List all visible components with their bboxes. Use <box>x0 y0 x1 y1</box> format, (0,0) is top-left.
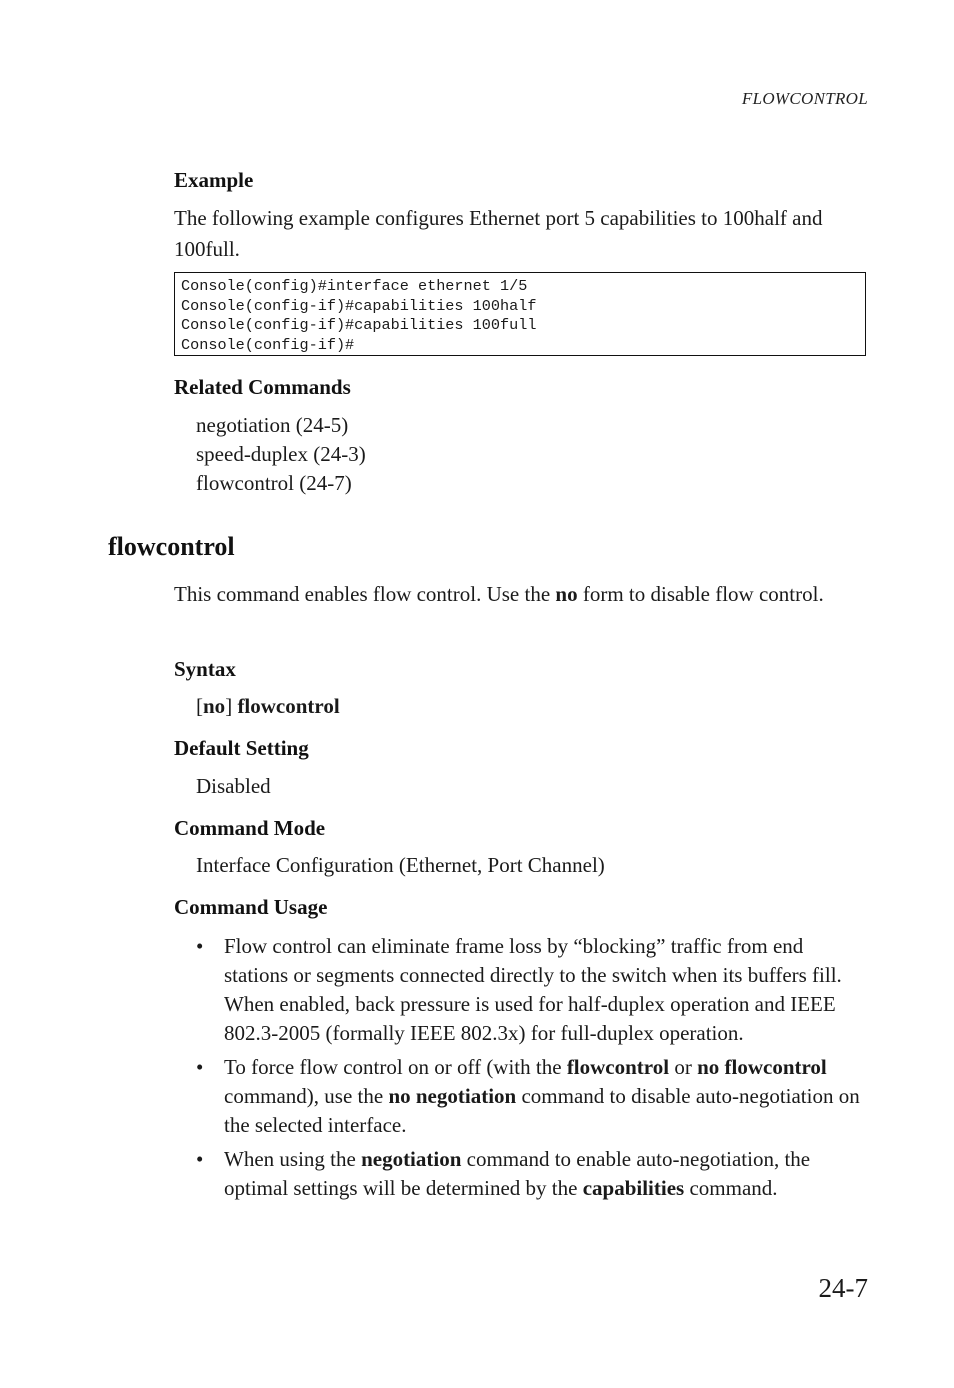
syntax-line: [no] flowcontrol <box>196 694 340 718</box>
list-item: • To force flow control on or off (with the flowcontrol or no flowcontrol command), use the no negotiation command to disable auto-negotiation on the selected interface. <box>196 1055 860 1137</box>
related-command-link[interactable]: negotiation (24-5) <box>196 413 349 437</box>
example-heading: Example <box>174 168 254 192</box>
related-command-link[interactable]: speed-duplex (24-3) <box>196 442 366 466</box>
example-intro: The following example configures Ethernet port 5 capabilities to 100half and 100full. <box>174 206 823 261</box>
related-commands-heading: Related Commands <box>174 375 351 399</box>
usage-bullets <box>196 932 866 1208</box>
list-item: • Flow control can eliminate frame loss by “blocking” traffic from end stations or segments connected directly to the switch when its buffers fill. When enabled, back pressure is used for half-duplex operation and IEEE 802.3-2005 (formally IEEE 802.3x) for full-duplex operation. <box>196 934 842 1045</box>
page-number: 24-7 <box>818 1273 868 1303</box>
bullet-icon: • <box>196 1147 204 1171</box>
bullet-icon: • <box>196 1055 204 1079</box>
code-line: Console(config-if)#capabilities 100half <box>181 296 537 315</box>
code-line: Console(config-if)#capabilities 100full <box>181 316 537 334</box>
code-line: Console(config-if)# <box>181 335 355 354</box>
code-example <box>174 272 866 356</box>
related-commands-list <box>196 411 366 498</box>
default-setting-value: Disabled <box>196 774 271 798</box>
command-mode-value: Interface Configuration (Ethernet, Port Channel) <box>196 853 605 877</box>
command-mode-heading: Command Mode <box>174 816 326 840</box>
related-command-link[interactable]: flowcontrol (24-7) <box>196 471 352 495</box>
default-setting-heading: Default Setting <box>174 736 309 760</box>
section-title: flowcontrol <box>108 532 235 561</box>
list-item: • When using the negotiation command to enable auto-negotiation, the optimal settings will be determined by the capabilities command. <box>196 1147 811 1200</box>
bullet-icon: • <box>196 934 204 958</box>
syntax-heading: Syntax <box>174 657 236 681</box>
code-line: Console(config)#interface ethernet 1/5 <box>181 277 528 295</box>
running-header: FLOWCONTROL <box>741 89 868 108</box>
command-usage-heading: Command Usage <box>174 895 328 919</box>
keyword-no: no <box>555 582 578 606</box>
section-description: This command enables flow control. Use the no form to disable flow control. <box>174 582 824 606</box>
